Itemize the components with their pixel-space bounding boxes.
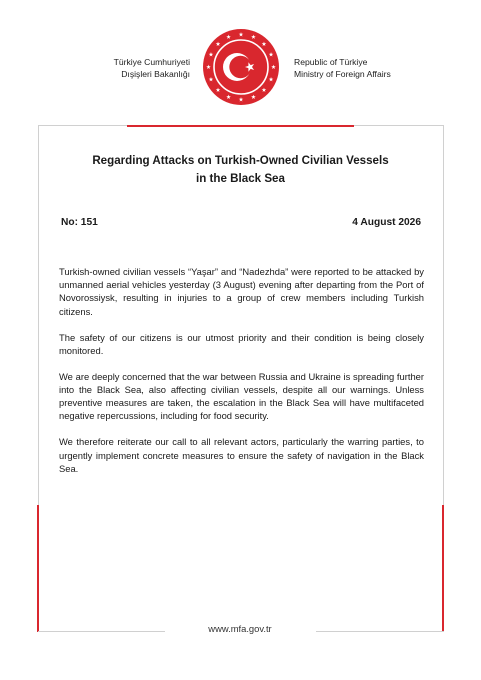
body-paragraph: Turkish-owned civilian vessels “Yaşar” and “Nadezhda” were reported to be attacked by unmanned aerial vehicles yesterday (3 August) evening after departing from the Port of Novorossiysk, resulting in injuries to a group of crew members including Turkish citizens. bbox=[59, 266, 424, 317]
frame-top-left bbox=[38, 125, 127, 126]
document-title-line1: Regarding Attacks on Turkish-Owned Civilian Vessels bbox=[92, 154, 389, 167]
document-date: 4 August 2026 bbox=[352, 217, 421, 228]
frame-bottom-right bbox=[316, 631, 444, 632]
top-red-rule bbox=[127, 125, 354, 127]
frame-left bbox=[38, 125, 39, 505]
ministry-name-english-line1: Republic of Türkiye bbox=[294, 57, 368, 67]
body-paragraph: The safety of our citizens is our utmost priority and their condition is being closely monitored. bbox=[59, 331, 424, 356]
turkish-crescent-star-emblem-icon bbox=[200, 26, 282, 108]
body-paragraph: We are deeply concerned that the war between Russia and Ukraine is spreading further into the Black Sea, also affecting civilian vessels, despite all our warnings. Unless preventive measures are taken, the escalation in the Black Sea will have multifaceted negative repercussions, including for food security. bbox=[59, 370, 424, 422]
ministry-name-turkish bbox=[80, 57, 190, 80]
document-title-line2: in the Black Sea bbox=[196, 172, 285, 185]
frame-right bbox=[443, 125, 444, 505]
ministry-name-english bbox=[294, 57, 444, 80]
document-number: No: 151 bbox=[61, 217, 98, 228]
ministry-name-turkish-line2: Dışişleri Bakanlığı bbox=[121, 68, 190, 79]
document-title bbox=[60, 152, 421, 188]
frame-top-right bbox=[354, 125, 444, 126]
ministry-name-english-line2: Ministry of Foreign Affairs bbox=[294, 68, 391, 79]
footer-website: www.mfa.gov.tr bbox=[208, 623, 272, 634]
body-paragraph: We therefore reiterate our call to all relevant actors, particularly the warring parties, to urgently implement concrete measures to ensure the safety of navigation in the Black Sea. bbox=[59, 436, 424, 474]
left-red-rule bbox=[37, 505, 39, 632]
ministry-name-turkish-line1: Türkiye Cumhuriyeti bbox=[113, 57, 190, 67]
document-body bbox=[59, 265, 424, 488]
frame-bottom-left bbox=[38, 631, 165, 632]
right-red-rule bbox=[442, 505, 444, 632]
